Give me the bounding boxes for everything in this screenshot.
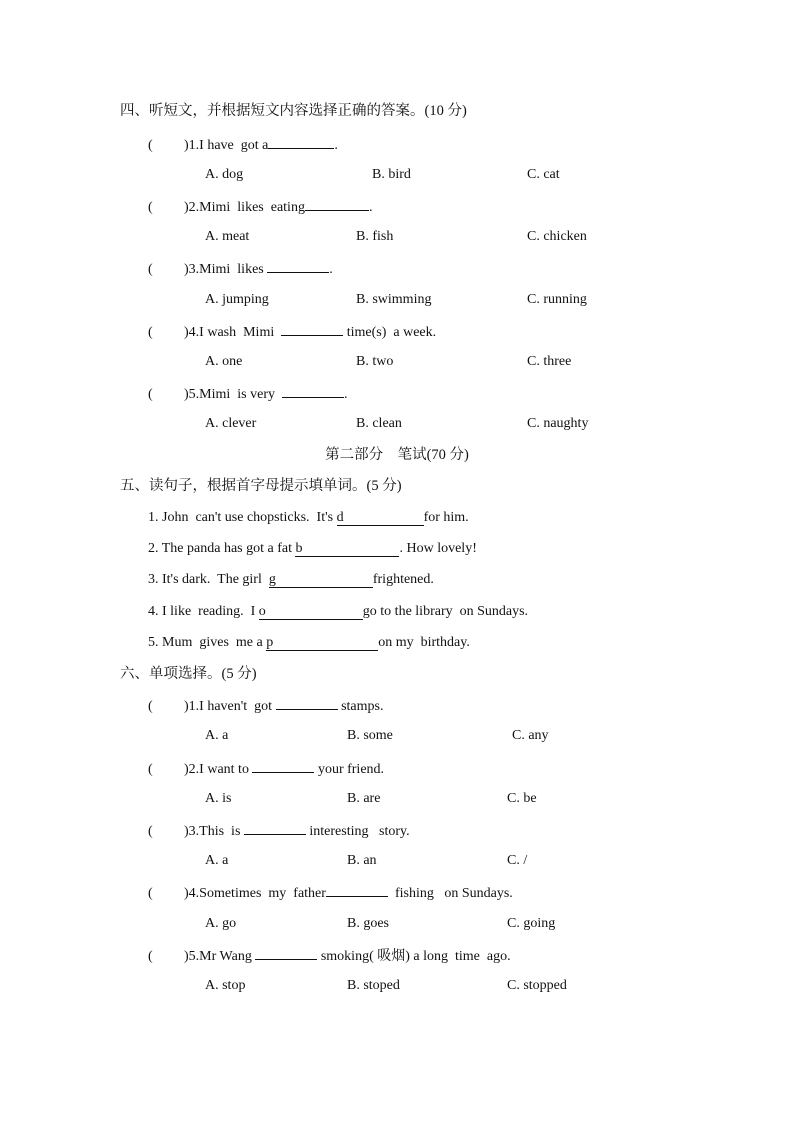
fill-blank[interactable]: p xyxy=(266,635,378,651)
option-a[interactable]: A. one xyxy=(205,354,243,369)
fill-blank[interactable]: b xyxy=(295,541,399,557)
question-row: ( )4.I wash Mimi time(s) a week. xyxy=(148,321,436,343)
answer-blank[interactable] xyxy=(281,321,343,336)
option-a[interactable]: A. jumping xyxy=(205,292,269,307)
fill-blank[interactable]: d xyxy=(337,510,424,526)
fill-blank[interactable]: g xyxy=(269,572,373,588)
answer-paren[interactable]: ( xyxy=(148,762,153,777)
option-c[interactable]: C. three xyxy=(527,354,572,369)
option-a[interactable]: A. dog xyxy=(205,167,244,182)
answer-paren[interactable]: ( xyxy=(148,200,153,215)
answer-paren[interactable]: ( xyxy=(148,325,153,340)
option-c[interactable]: C. chicken xyxy=(527,229,587,244)
part2-title: 第二部分 笔试(70 分) xyxy=(325,447,469,463)
answer-blank[interactable] xyxy=(326,882,388,897)
answer-blank[interactable] xyxy=(282,383,344,398)
question-row: ( )3.This is interesting story. xyxy=(148,820,410,842)
option-c[interactable]: C. going xyxy=(507,916,556,931)
option-c[interactable]: C. any xyxy=(512,728,549,743)
question-row: ( )4.Sometimes my father fishing on Sundays. xyxy=(148,882,513,904)
option-a[interactable]: A. a xyxy=(205,728,229,743)
question-row: ( )5.Mr Wang smoking( 吸烟) a long time ago. xyxy=(148,945,511,967)
option-c[interactable]: C. naughty xyxy=(527,416,589,431)
option-b[interactable]: B. some xyxy=(347,728,393,743)
option-b[interactable]: B. an xyxy=(347,853,377,868)
fill-row: 2. The panda has got a fat b . How lovely! xyxy=(148,541,477,556)
option-a[interactable]: A. go xyxy=(205,916,237,931)
answer-paren[interactable]: ( xyxy=(148,138,153,153)
answer-blank[interactable] xyxy=(305,196,369,211)
option-c[interactable]: C. stopped xyxy=(507,978,567,993)
question-row: ( )1.I haven't got stamps. xyxy=(148,695,383,717)
answer-paren[interactable]: ( xyxy=(148,262,153,277)
option-c[interactable]: C. / xyxy=(507,853,528,868)
section5-title: 五、读句子，根据首字母提示填单词。(5 分) xyxy=(120,478,402,494)
option-b[interactable]: B. bird xyxy=(372,167,411,182)
answer-paren[interactable]: ( xyxy=(148,387,153,402)
answer-blank[interactable] xyxy=(267,258,329,273)
option-b[interactable]: B. swimming xyxy=(356,292,432,307)
answer-blank[interactable] xyxy=(255,945,317,960)
section4-title: 四、听短文，并根据短文内容选择正确的答案。(10 分) xyxy=(120,103,467,119)
option-a[interactable]: A. is xyxy=(205,791,232,806)
question-row: ( )3.Mimi likes . xyxy=(148,258,333,280)
fill-row: 3. It's dark. The girl g frightened. xyxy=(148,572,434,587)
answer-blank[interactable] xyxy=(268,134,334,149)
fill-row: 4. I like reading. I o go to the library on Sundays. xyxy=(148,604,529,619)
question-row: ( )1.I have got a . xyxy=(148,134,338,156)
answer-paren[interactable]: ( xyxy=(148,824,153,839)
option-b[interactable]: B. goes xyxy=(347,916,389,931)
answer-blank[interactable] xyxy=(276,695,338,710)
option-a[interactable]: A. stop xyxy=(205,978,246,993)
option-c[interactable]: C. running xyxy=(527,292,587,307)
answer-paren[interactable]: ( xyxy=(148,949,153,964)
answer-blank[interactable] xyxy=(244,820,306,835)
option-a[interactable]: A. meat xyxy=(205,229,250,244)
option-b[interactable]: B. clean xyxy=(356,416,402,431)
option-b[interactable]: B. are xyxy=(347,791,381,806)
option-c[interactable]: C. cat xyxy=(527,167,560,182)
option-b[interactable]: B. fish xyxy=(356,229,394,244)
option-a[interactable]: A. clever xyxy=(205,416,257,431)
option-c[interactable]: C. be xyxy=(507,791,537,806)
question-row: ( )2.I want to your friend. xyxy=(148,758,384,780)
option-b[interactable]: B. stoped xyxy=(347,978,400,993)
question-row: ( )2.Mimi likes eating . xyxy=(148,196,372,218)
fill-row: 1. John can't use chopsticks. It's d for him. xyxy=(148,510,469,525)
question-row: ( )5.Mimi is very . xyxy=(148,383,348,405)
section6-title: 六、单项选择。(5 分) xyxy=(120,666,257,682)
option-b[interactable]: B. two xyxy=(356,354,394,369)
answer-paren[interactable]: ( xyxy=(148,699,153,714)
answer-paren[interactable]: ( xyxy=(148,886,153,901)
option-a[interactable]: A. a xyxy=(205,853,229,868)
fill-blank[interactable]: o xyxy=(259,604,363,620)
fill-row: 5. Mum gives me a p on my birthday. xyxy=(148,635,470,650)
answer-blank[interactable] xyxy=(252,758,314,773)
